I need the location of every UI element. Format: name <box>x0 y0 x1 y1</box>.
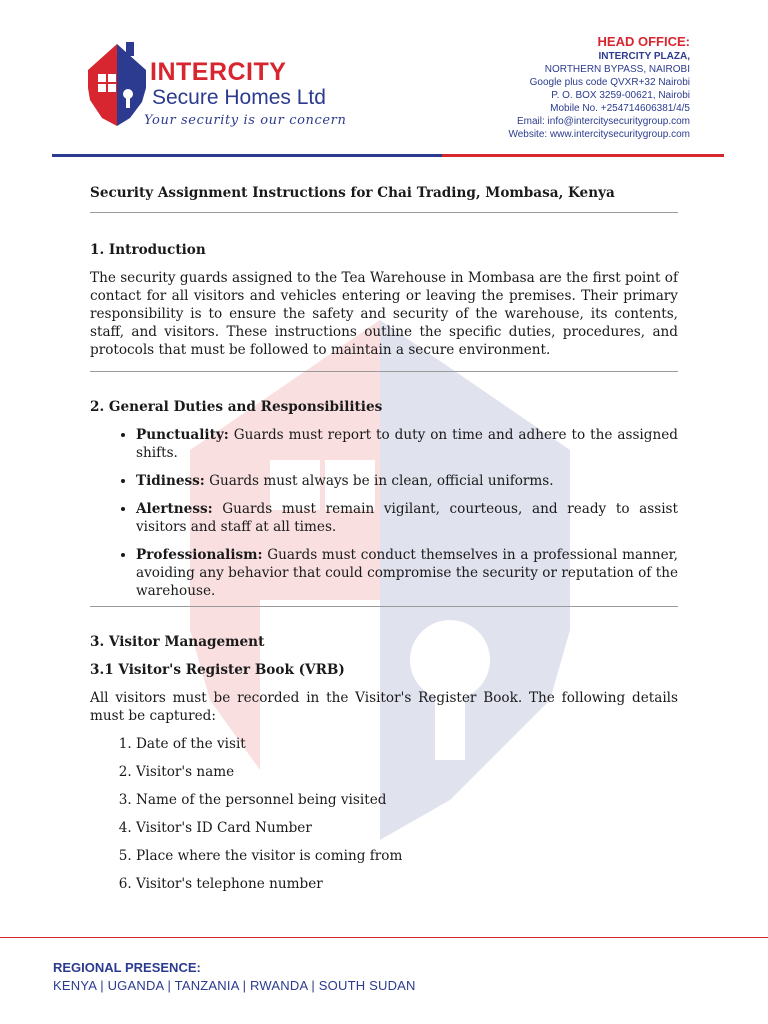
list-item: 6. Visitor's telephone number <box>136 875 678 893</box>
head-office-address <box>508 34 690 141</box>
list-item <box>136 500 678 536</box>
duty-term: Professionalism: <box>136 547 263 563</box>
section-divider <box>90 371 678 372</box>
footer-divider <box>0 937 768 938</box>
document-body <box>90 184 678 903</box>
head-office-line: NORTHERN BYPASS, NAIROBI <box>544 64 690 75</box>
duty-text: Guards must always be in clean, official uniforms. <box>204 473 554 489</box>
list-item: 5. Place where the visitor is coming from <box>136 847 678 865</box>
section-divider <box>90 212 678 213</box>
head-office-email: Email: info@intercitysecuritygroup.com <box>517 116 690 127</box>
header-divider <box>52 154 724 157</box>
regional-presence-heading: REGIONAL PRESENCE: <box>53 960 201 975</box>
head-office-line: Mobile No. +254714606381/4/5 <box>550 103 690 114</box>
subsection-heading-vrb: 3.1 Visitor's Register Book (VRB) <box>90 662 345 678</box>
duty-text: Guards must remain vigilant, courteous, and ready to assist visitors and staff at all times. <box>136 501 678 535</box>
list-item: 4. Visitor's ID Card Number <box>136 819 678 837</box>
regional-presence-countries: KENYA | UGANDA | TANZANIA | RWANDA | SOUTH SUDAN <box>53 978 416 993</box>
letterhead <box>0 0 768 160</box>
visitor-register-paragraph: All visitors must be recorded in the Visitor's Register Book. The following details must be captured: <box>90 690 678 724</box>
head-office-plaza: INTERCITY PLAZA, <box>598 51 690 62</box>
duty-term: Alertness: <box>136 501 213 517</box>
intercity-logo-icon <box>84 38 150 130</box>
head-office-line: P. O. BOX 3259-00621, Nairobi <box>551 90 690 101</box>
duty-text: Guards must report to duty on time and adhere to the assigned shifts. <box>136 427 678 461</box>
head-office-website: Website: www.intercitysecuritygroup.com <box>508 129 690 140</box>
list-item: 1. Date of the visit <box>136 735 678 753</box>
document-title: Security Assignment Instructions for Chai Trading, Mombasa, Kenya <box>90 185 615 201</box>
brand-tagline: Your security is our concern <box>144 113 347 128</box>
duty-text: Guards must conduct themselves in a professional manner, avoiding any behavior that could compromise the security or reputation of the warehouse. <box>136 547 678 599</box>
head-office-line: Google plus code QVXR+32 Nairobi <box>529 77 690 88</box>
section-heading-duties: 2. General Duties and Responsibilities <box>90 399 383 415</box>
section-divider <box>90 606 678 607</box>
section-heading-visitor-management: 3. Visitor Management <box>90 634 265 650</box>
head-office-heading: HEAD OFFICE: <box>597 34 690 49</box>
list-item <box>136 472 678 490</box>
list-item <box>136 546 678 600</box>
duty-term: Tidiness: <box>136 473 205 489</box>
introduction-paragraph: The security guards assigned to the Tea Warehouse in Mombasa are the first point of contact for all visitors and vehicles entering or leaving the premises. Their primary responsibility is to ensure the safety and security of the warehouse, its contents, staff, and visitors. These instructions outline the specific duties, procedures, and protocols that must be followed to maintain a secure environment. <box>90 270 678 358</box>
list-item <box>136 426 678 462</box>
list-item: 2. Visitor's name <box>136 763 678 781</box>
visitor-details-list <box>90 735 678 893</box>
section-heading-introduction: 1. Introduction <box>90 242 206 258</box>
brand-subtitle: Secure Homes Ltd <box>152 86 326 109</box>
list-item: 3. Name of the personnel being visited <box>136 791 678 809</box>
brand-name: INTERCITY <box>150 58 287 86</box>
duties-list <box>90 426 678 600</box>
duty-term: Punctuality: <box>136 427 229 443</box>
